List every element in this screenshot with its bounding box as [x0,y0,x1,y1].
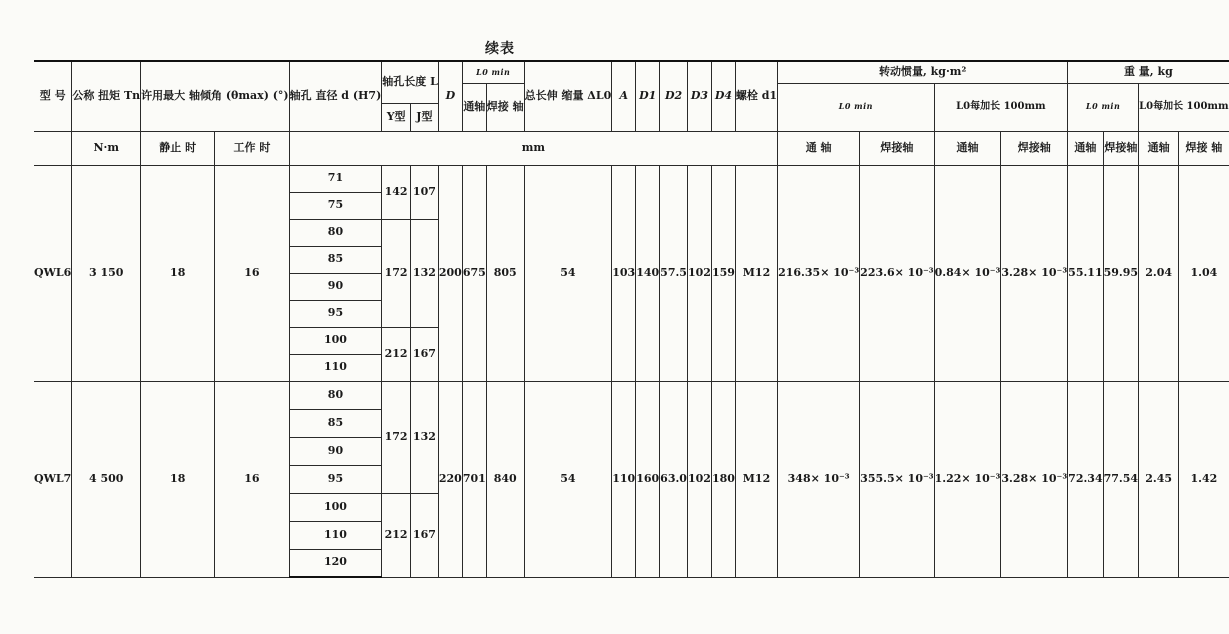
bore-diameter-cell: 95 [289,300,382,327]
header-inertia-add: L0每加长 100mm [934,83,1068,131]
length-y-cell: 142 [382,165,411,219]
sub-weight-add-weld: 焊接 轴 [1179,131,1229,165]
header-inertia: 转动惯量, kg·m² [778,61,1068,83]
A-cell: 103 [612,165,636,381]
length-y-cell: 212 [382,493,411,577]
L0-weld-cell: 840 [486,381,524,577]
coupling-spec-table [34,60,1229,578]
static-angle-cell: 18 [141,165,215,381]
bore-diameter-cell: 95 [289,465,382,493]
D3-cell: 102 [687,381,711,577]
sub-weight-weld: 焊接轴 [1103,131,1138,165]
header-model: 型 号 [34,61,72,131]
header-bore-length: 轴孔长度 L [382,61,439,103]
weight-add-weld-cell: 1.04 [1179,165,1229,381]
header-total-extension: 总长伸 缩量 ΔL0 [524,61,612,131]
header-length-j: J型 [410,103,438,131]
L0-weld-cell: 805 [486,165,524,381]
inertia-through-cell: 348× 10⁻³ [778,381,860,577]
unit-mm: mm [289,131,777,165]
weight-through-cell: 72.34 [1068,381,1103,577]
weight-through-cell: 55.11 [1068,165,1103,381]
D3-cell: 102 [687,165,711,381]
bore-diameter-cell: 85 [289,409,382,437]
working-angle-cell: 16 [215,381,289,577]
bore-diameter-cell: 110 [289,354,382,381]
weight-weld-cell: 59.95 [1103,165,1138,381]
header-bolt: 螺栓 d1 [735,61,777,131]
total-extension-cell: 54 [524,381,612,577]
bore-diameter-cell: 85 [289,246,382,273]
length-j-cell: 132 [410,381,438,493]
header-A: A [612,61,636,131]
inertia-weld-cell: 355.5× 10⁻³ [860,381,934,577]
header-L0min: L0 min [462,61,524,83]
working-angle-cell: 16 [215,165,289,381]
D-cell: 220 [438,381,462,577]
length-y-cell: 172 [382,381,411,493]
bore-diameter-cell: 110 [289,521,382,549]
sub-weight-add-through: 通轴 [1139,131,1179,165]
L0-through-cell: 701 [462,381,486,577]
bore-diameter-cell: 100 [289,327,382,354]
length-j-cell: 167 [410,493,438,577]
header-weight: 重 量, kg [1068,61,1229,83]
header-D: D [438,61,462,131]
header-angle: 许用最大 轴倾角 (θmax) (°) [141,61,289,131]
total-extension-cell: 54 [524,165,612,381]
static-angle-cell: 18 [141,381,215,577]
sub-inertia-add-weld: 焊接轴 [1001,131,1068,165]
bore-diameter-cell: 75 [289,192,382,219]
D-cell: 200 [438,165,462,381]
table-row [34,165,1229,192]
torque-cell: 3 150 [72,165,141,381]
D2-cell: 57.5 [660,165,688,381]
header-D2: D2 [660,61,688,131]
D1-cell: 160 [636,381,660,577]
bolt-cell: M12 [735,165,777,381]
inertia-weld-cell: 223.6× 10⁻³ [860,165,934,381]
header-torque: 公称 扭矩 Tn [72,61,141,131]
A-cell: 110 [612,381,636,577]
header-D3: D3 [687,61,711,131]
weight-weld-cell: 77.54 [1103,381,1138,577]
bore-diameter-cell: 80 [289,381,382,409]
sub-inertia-add-through: 通轴 [934,131,1001,165]
header-D4: D4 [711,61,735,131]
bore-diameter-cell: 120 [289,549,382,577]
weight-add-weld-cell: 1.42 [1179,381,1229,577]
weight-add-through-cell: 2.45 [1139,381,1179,577]
bore-diameter-cell: 71 [289,165,382,192]
header-bore-diameter: 轴孔 直径 d (H7) [289,61,382,131]
sub-inertia-weld: 焊接轴 [860,131,934,165]
unit-static: 静止 时 [141,131,215,165]
model-cell: QWL6 [34,165,72,381]
model-cell: QWL7 [34,381,72,577]
sub-inertia-through: 通 轴 [778,131,860,165]
length-j-cell: 167 [410,327,438,381]
inertia-through-cell: 216.35× 10⁻³ [778,165,860,381]
header-weight-l0: L0 min [1068,83,1139,131]
unit-torque: N·m [72,131,141,165]
table-row [34,381,1229,409]
header-inertia-l0: L0 min [778,83,935,131]
bore-diameter-cell: 90 [289,437,382,465]
inertia-add-weld-cell: 3.28× 10⁻³ [1001,165,1068,381]
unit-working: 工作 时 [215,131,289,165]
bore-diameter-cell: 100 [289,493,382,521]
D1-cell: 140 [636,165,660,381]
header-D1: D1 [636,61,660,131]
weight-add-through-cell: 2.04 [1139,165,1179,381]
length-y-cell: 172 [382,219,411,327]
header-L0-weld: 焊接 轴 [486,83,524,131]
header-length-y: Y型 [382,103,411,131]
sub-weight-through: 通轴 [1068,131,1103,165]
length-j-cell: 132 [410,219,438,327]
inertia-add-through-cell: 1.22× 10⁻³ [934,381,1001,577]
bore-diameter-cell: 80 [289,219,382,246]
inertia-add-through-cell: 0.84× 10⁻³ [934,165,1001,381]
bore-diameter-cell: 90 [289,273,382,300]
length-j-cell: 107 [410,165,438,219]
length-y-cell: 212 [382,327,411,381]
D2-cell: 63.0 [660,381,688,577]
page-title: 续表 [485,41,515,57]
D4-cell: 180 [711,381,735,577]
torque-cell: 4 500 [72,381,141,577]
bolt-cell: M12 [735,381,777,577]
inertia-add-weld-cell: 3.28× 10⁻³ [1001,381,1068,577]
header-L0-through: 通轴 [462,83,486,131]
header-weight-add: L0每加长 100mm [1139,83,1229,131]
D4-cell: 159 [711,165,735,381]
L0-through-cell: 675 [462,165,486,381]
